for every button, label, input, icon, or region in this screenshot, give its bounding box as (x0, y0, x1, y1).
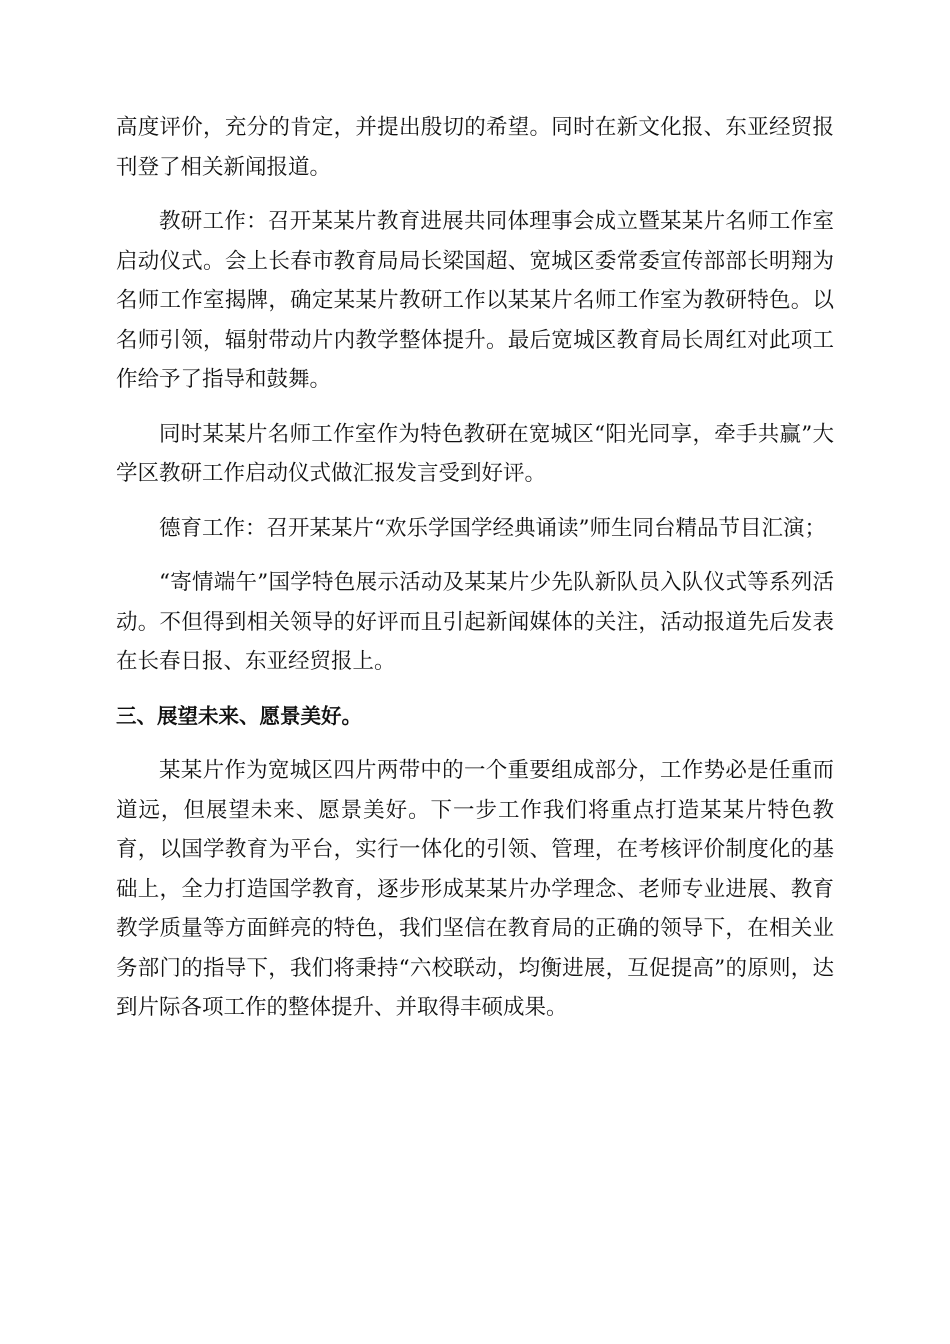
paragraph-famous-teacher-studio: 同时某某片名师工作室作为特色教研在宽城区“阳光同享，牵手共赢”大学区教研工作启动仪式做汇报发言受到好评。 (116, 421, 834, 486)
paragraph-teaching-research: 教研工作：召开某某片教育进展共同体理事会成立暨某某片名师工作室启动仪式。会上长春市教育局局长梁国超、宽城区委常委宣传部部长明翔为名师工作室揭牌，确定某某片教研工作以某某片名师工作室为教研特色。以名师引领，辐射带动片内教学整体提升。最后宽城区教育局长周红对此项工作给予了指导和鼓舞。 (116, 209, 834, 392)
paragraph-future-outlook: 某某片作为宽城区四片两带中的一个重要组成部分，工作势必是任重而道远，但展望未来、愿景美好。下一步工作我们将重点打造某某片特色教育，以国学教育为平台，实行一体化的引领、管理，在考核评价制度化的基础上，全力打造国学教育，逐步形成某某片办学理念、老师专业进展、教育教学质量等方面鲜亮的特色，我们坚信在教育局的正确的领导下，在相关业务部门的指导下，我们将秉持“六校联动，均衡进展，互促提高”的原则，达到片际各项工作的整体提升、并取得丰硕成果。 (116, 758, 834, 1020)
paragraph-dragon-boat-activity: “寄情端午”国学特色展示活动及某某片少先队新队员入队仪式等系列活动。不但得到相关领导的好评而且引起新闻媒体的关注，活动报道先后发表在长春日报、东亚经贸报上。 (116, 570, 834, 674)
section-heading: 三、展望未来、愿景美好。 (116, 703, 362, 728)
document-body (116, 108, 834, 1043)
paragraph-continuation: 高度评价，充分的肯定，并提出殷切的希望。同时在新文化报、东亚经贸报刊登了相关新闻报道。 (116, 115, 834, 180)
paragraph-moral-education: 德育工作：召开某某片“欢乐学国学经典诵读”师生同台精品节目汇演； (159, 515, 826, 541)
